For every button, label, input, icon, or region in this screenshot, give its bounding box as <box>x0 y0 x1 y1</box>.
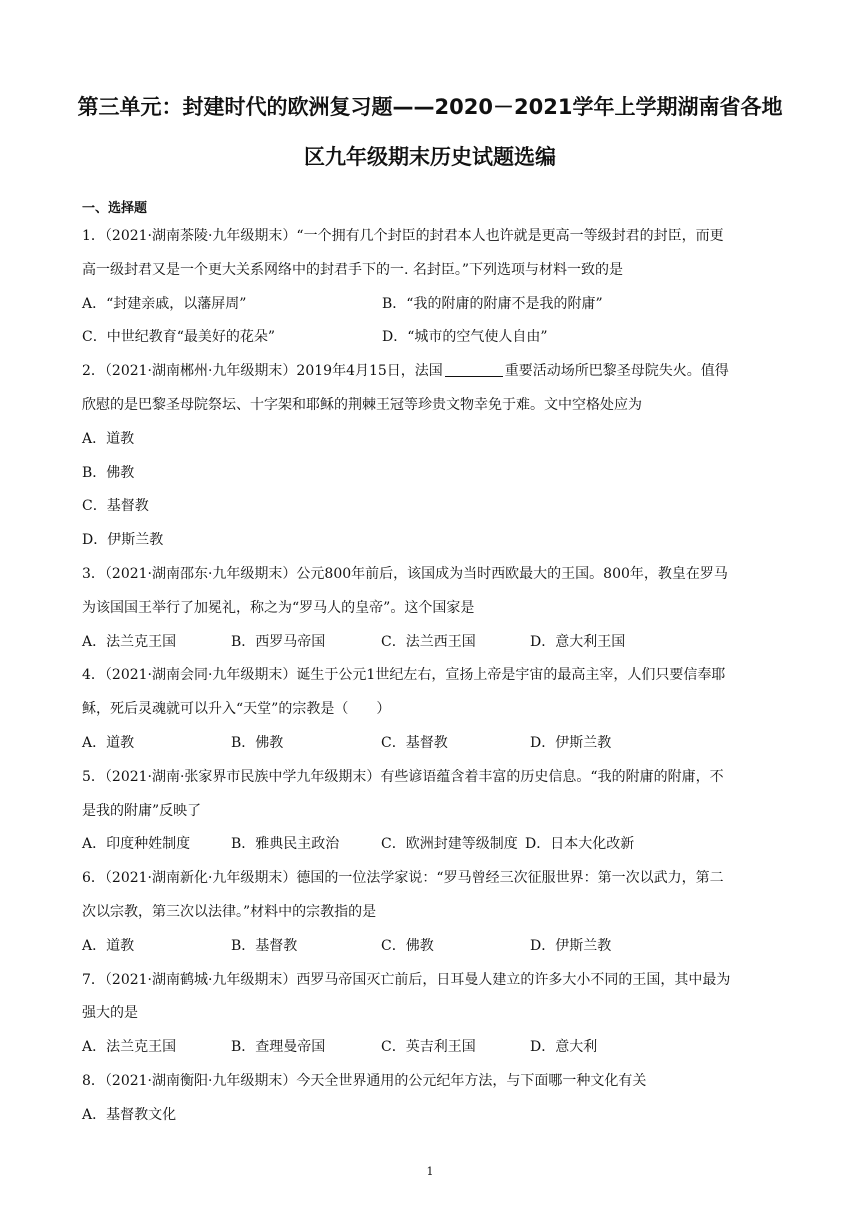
q7-stem-line-1: 7．（2021·湖南鹤城·九年级期末）西罗马帝国灭亡前后，日耳曼人建立的许多大小不同的王国，其中最为 <box>82 971 731 988</box>
q1-option-b[interactable]: B．“我的附庸的附庸不是我的附庸” <box>382 295 603 312</box>
q3-option-a[interactable]: A．法兰克王国 <box>82 633 177 650</box>
q3-stem-line-2: 为该国国王举行了加冕礼，称之为“罗马人的皇帝”。这个国家是 <box>82 599 475 616</box>
q2-stem-line-1 <box>82 355 782 389</box>
q2-option-d[interactable]: D．伊斯兰教 <box>82 532 164 549</box>
q5-options-row <box>82 828 782 862</box>
q5-stem-line-1: 5．（2021·湖南·张家界市民族中学九年级期末）有些谚语蕴含着丰富的历史信息。“我的附庸的附庸，不 <box>82 768 724 785</box>
q4-stem-line-1: 4．（2021·湖南会同·九年级期末）诞生于公元1世纪左右，宣扬上帝是宇宙的最高主宰，人们只要信奉耶 <box>82 667 726 684</box>
q3-options-row <box>82 626 782 660</box>
page-number: 1 <box>426 1165 434 1178</box>
q6-stem-line-2: 次以宗教，第三次以法律。”材料中的宗教指的是 <box>82 903 377 920</box>
q3-option-d[interactable]: D．意大利王国 <box>530 633 626 650</box>
question-list <box>82 220 782 1133</box>
q3-option-c[interactable]: C．法兰西王国 <box>381 633 476 650</box>
q2-option-c[interactable]: C．基督教 <box>82 498 149 515</box>
q6-option-d[interactable]: D．伊斯兰教 <box>530 937 612 954</box>
q1-options-row-2 <box>82 321 782 355</box>
q4-option-d[interactable]: D．伊斯兰教 <box>530 734 612 751</box>
q1-option-a[interactable]: A．“封建亲戚，以藩屏周” <box>82 295 247 312</box>
q7-option-b[interactable]: B．查理曼帝国 <box>231 1039 326 1056</box>
q6-option-c[interactable]: C．佛教 <box>381 937 434 954</box>
q5-option-d[interactable]: D．日本大化改新 <box>525 836 635 853</box>
q1-stem-line-1: 1．（2021·湖南茶陵·九年级期末）“一个拥有几个封臣的封君本人也许就是更高一等级封君的封臣，而更 <box>82 228 724 244</box>
section-heading: 一、选择题 <box>82 201 148 216</box>
q5-option-c[interactable]: C．欧洲封建等级制度 <box>381 836 518 853</box>
q7-option-c[interactable]: C．英吉利王国 <box>381 1039 476 1056</box>
q8-stem-line-1: 8．（2021·湖南衡阳·九年级期末）今天全世界通用的公元纪年方法，与下面哪一种文化有关 <box>82 1072 647 1089</box>
q6-option-b[interactable]: B．基督教 <box>231 937 298 954</box>
q7-stem-line-2: 强大的是 <box>82 1005 138 1022</box>
q2-blank <box>445 362 503 377</box>
q2-option-b[interactable]: B．佛教 <box>82 464 135 481</box>
q8-option-a[interactable]: A．基督教文化 <box>82 1106 177 1123</box>
q3-option-b[interactable]: B．西罗马帝国 <box>231 633 326 650</box>
q7-option-a[interactable]: A．法兰克王国 <box>82 1039 177 1056</box>
q4-option-c[interactable]: C．基督教 <box>381 734 448 751</box>
title-line-2: 区九年级期末历史试题选编 <box>304 145 556 169</box>
q7-option-d[interactable]: D．意大利 <box>530 1039 598 1056</box>
q1-option-c[interactable]: C．中世纪教育“最美好的花朵” <box>82 329 276 346</box>
q6-option-a[interactable]: A．道教 <box>82 937 135 954</box>
q2-stem-post: 重要活动场所巴黎圣母院失火。值得 <box>504 363 729 380</box>
q4-option-b[interactable]: B．佛教 <box>231 734 284 751</box>
q1-stem-line-2: 高一级封君又是一个更大关系网络中的封君手下的一. 名封臣。”下列选项与材料一致的是 <box>82 261 624 278</box>
q7-options-row <box>82 1031 782 1065</box>
q1-options-row-1 <box>82 288 782 322</box>
q2-stem-pre: 2．（2021·湖南郴州·九年级期末）2019年4月15日，法国 <box>82 363 443 380</box>
q4-stem-line-2: 稣，死后灵魂就可以升入“天堂”的宗教是（ ） <box>82 701 391 718</box>
q2-stem-line-2: 欣慰的是巴黎圣母院祭坛、十字架和耶稣的荆棘王冠等珍贵文物幸免于难。文中空格处应为 <box>82 396 642 413</box>
q3-stem-line-1: 3．（2021·湖南邵东·九年级期末）公元800年前后，该国成为当时西欧最大的王国。800年，教皇在罗马 <box>82 565 728 582</box>
q2-option-a[interactable]: A．道教 <box>82 430 135 447</box>
title-line-1: 第三单元：封建时代的欧洲复习题——2020－2021学年上学期湖南省各地 <box>77 95 783 119</box>
q6-stem-line-1: 6．（2021·湖南新化·九年级期末）德国的一位法学家说：“罗马曾经三次征服世界：第一次以武力，第二 <box>82 870 724 887</box>
q5-stem-line-2: 是我的附庸”反映了 <box>82 802 202 819</box>
q4-options-row <box>82 727 782 761</box>
document-title <box>70 82 790 182</box>
q6-options-row <box>82 930 782 964</box>
q5-option-a[interactable]: A．印度种姓制度 <box>82 836 191 853</box>
q4-option-a[interactable]: A．道教 <box>82 734 135 751</box>
q1-option-d[interactable]: D．“城市的空气使人自由” <box>382 329 548 346</box>
q5-option-b[interactable]: B．雅典民主政治 <box>231 836 340 853</box>
